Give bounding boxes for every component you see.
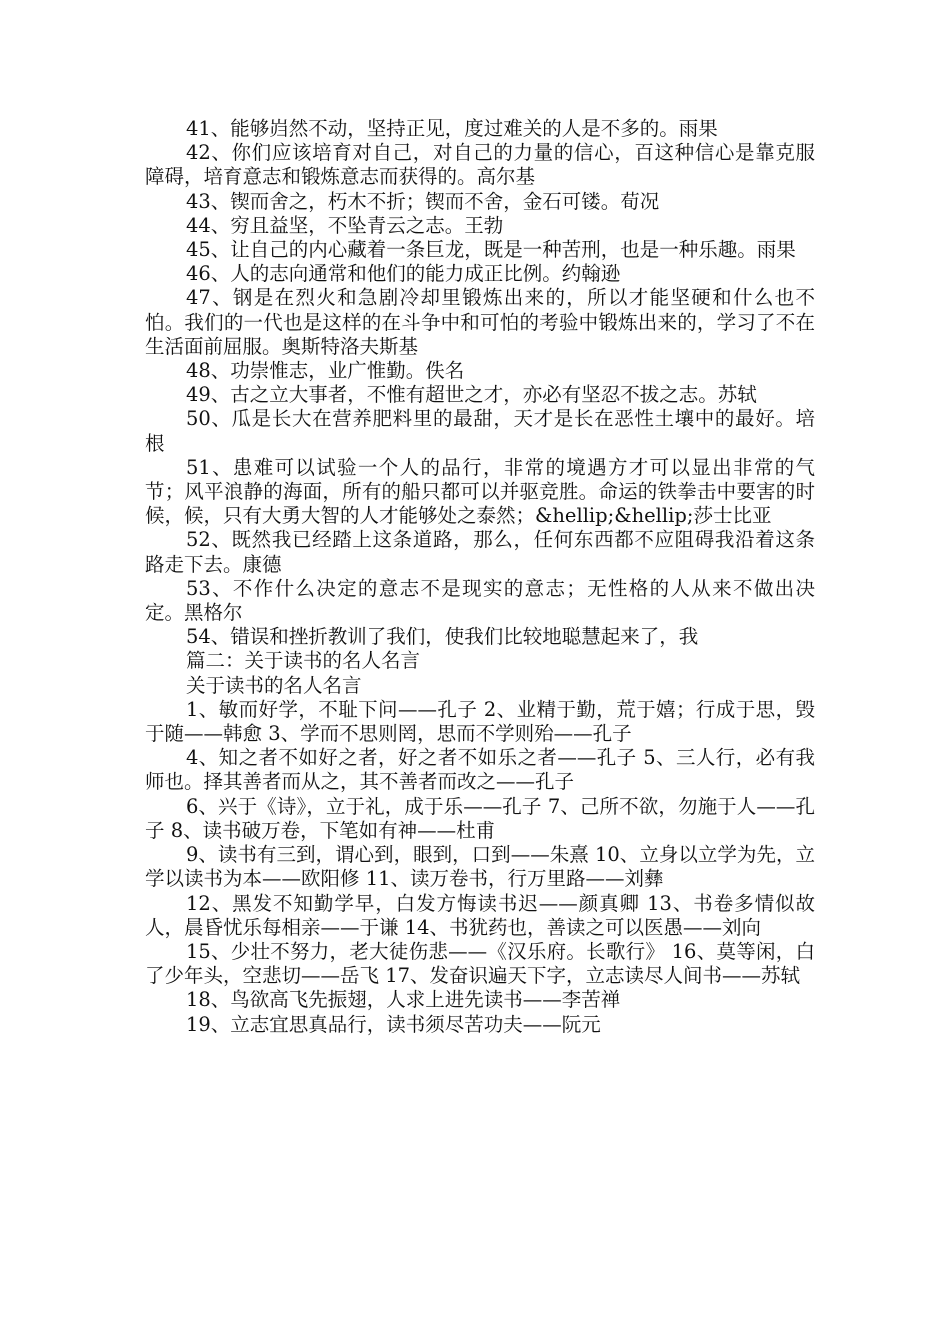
quote-paragraph: 43、锲而舍之，朽木不折；锲而不舍，金石可镂。荀况 bbox=[185, 189, 660, 213]
quote-paragraph: 1、敏而好学，不耻下问——孔子 2、业精于勤，荒于嬉；行成于思，毁于随——韩愈 3、学而不思则罔，思而不学则殆——孔子 bbox=[145, 697, 815, 746]
quote-paragraph: 49、古之立大事者，不惟有超世之才，亦必有坚忍不拔之志。苏轼 bbox=[185, 383, 757, 407]
section-subheading: 关于读书的名人名言 bbox=[185, 673, 362, 697]
quote-paragraph: 52、既然我已经踏上这条道路，那么，任何东西都不应阻碍我沿着这条路走下去。康德 bbox=[145, 528, 815, 576]
quote-paragraph: 4、知之者不如好之者，好之者不如乐之者——孔子 5、三人行，必有我师也。择其善者而从之，其不善者而改之——孔子 bbox=[145, 746, 815, 794]
quote-paragraph: 6、兴于《诗》，立于礼，成于乐——孔子 7、己所不欲，勿施于人——孔子 8、读书破万卷，下笔如有神——杜甫 bbox=[145, 794, 815, 842]
quote-paragraph: 50、瓜是长大在营养肥料里的最甜，天才是长在恶性土壤中的最好。培根 bbox=[145, 407, 815, 455]
quote-paragraph: 45、让自己的内心藏着一条巨龙，既是一种苦刑，也是一种乐趣。雨果 bbox=[185, 238, 796, 262]
quote-paragraph: 47、钢是在烈火和急剧冷却里锻炼出来的，所以才能坚硬和什么也不怕。我们的一代也是这样的在斗争中和可怕的考验中锻炼出来的，学习了不在生活面前屈服。奥斯特洛夫斯基 bbox=[145, 286, 815, 358]
quote-paragraph: 54、错误和挫折教训了我们，使我们比较地聪慧起来了，我 bbox=[185, 625, 699, 649]
document-body bbox=[145, 117, 815, 1037]
quote-paragraph: 51、患难可以试验一个人的品行，非常的境遇方才可以显出非常的气节；风平浪静的海面，所有的船只都可以并驱竞胜。命运的铁拳击中要害的时候，候，只有大勇大智的人才能够处之泰然；&hellip;&hellip;莎士比亚 bbox=[145, 455, 815, 528]
quote-paragraph: 9、读书有三到，谓心到，眼到，口到——朱熹 10、立身以立学为先，立学以读书为本——欧阳修 11、读万卷书，行万里路——刘彝 bbox=[145, 843, 815, 891]
quote-paragraph: 12、黑发不知勤学早，白发方悔读书迟——颜真卿 13、书卷多情似故人，晨昏忧乐每相亲——于谦 14、书犹药也，善读之可以医愚——刘向 bbox=[145, 891, 815, 939]
section-heading: 篇二：关于读书的名人名言 bbox=[185, 649, 420, 673]
quote-paragraph: 18、鸟欲高飞先振翅，人求上进先读书——李苦禅 bbox=[185, 988, 621, 1012]
quote-paragraph: 42、你们应该培育对自己，对自己的力量的信心，百这种信心是靠克服障碍，培育意志和锻炼意志而获得的。高尔基 bbox=[145, 141, 815, 189]
quote-paragraph: 15、少壮不努力，老大徒伤悲——《汉乐府。长歌行》 16、莫等闲，白了少年头，空悲切——岳飞 17、发奋识遍天下字，立志读尽人间书——苏轼 bbox=[145, 939, 815, 988]
quote-paragraph: 46、人的志向通常和他们的能力成正比例。约翰逊 bbox=[185, 262, 621, 286]
quote-paragraph: 19、立志宜思真品行，读书须尽苦功夫——阮元 bbox=[185, 1012, 601, 1036]
quote-paragraph: 41、能够岿然不动，坚持正见，度过难关的人是不多的。雨果 bbox=[185, 117, 718, 140]
quote-paragraph: 48、功崇惟志，业广惟勤。佚名 bbox=[185, 359, 465, 383]
quote-paragraph: 44、穷且益坚，不坠青云之志。王勃 bbox=[185, 213, 504, 237]
quote-paragraph: 53、不作什么决定的意志不是现实的意志；无性格的人从来不做出决定。黑格尔 bbox=[145, 576, 815, 625]
